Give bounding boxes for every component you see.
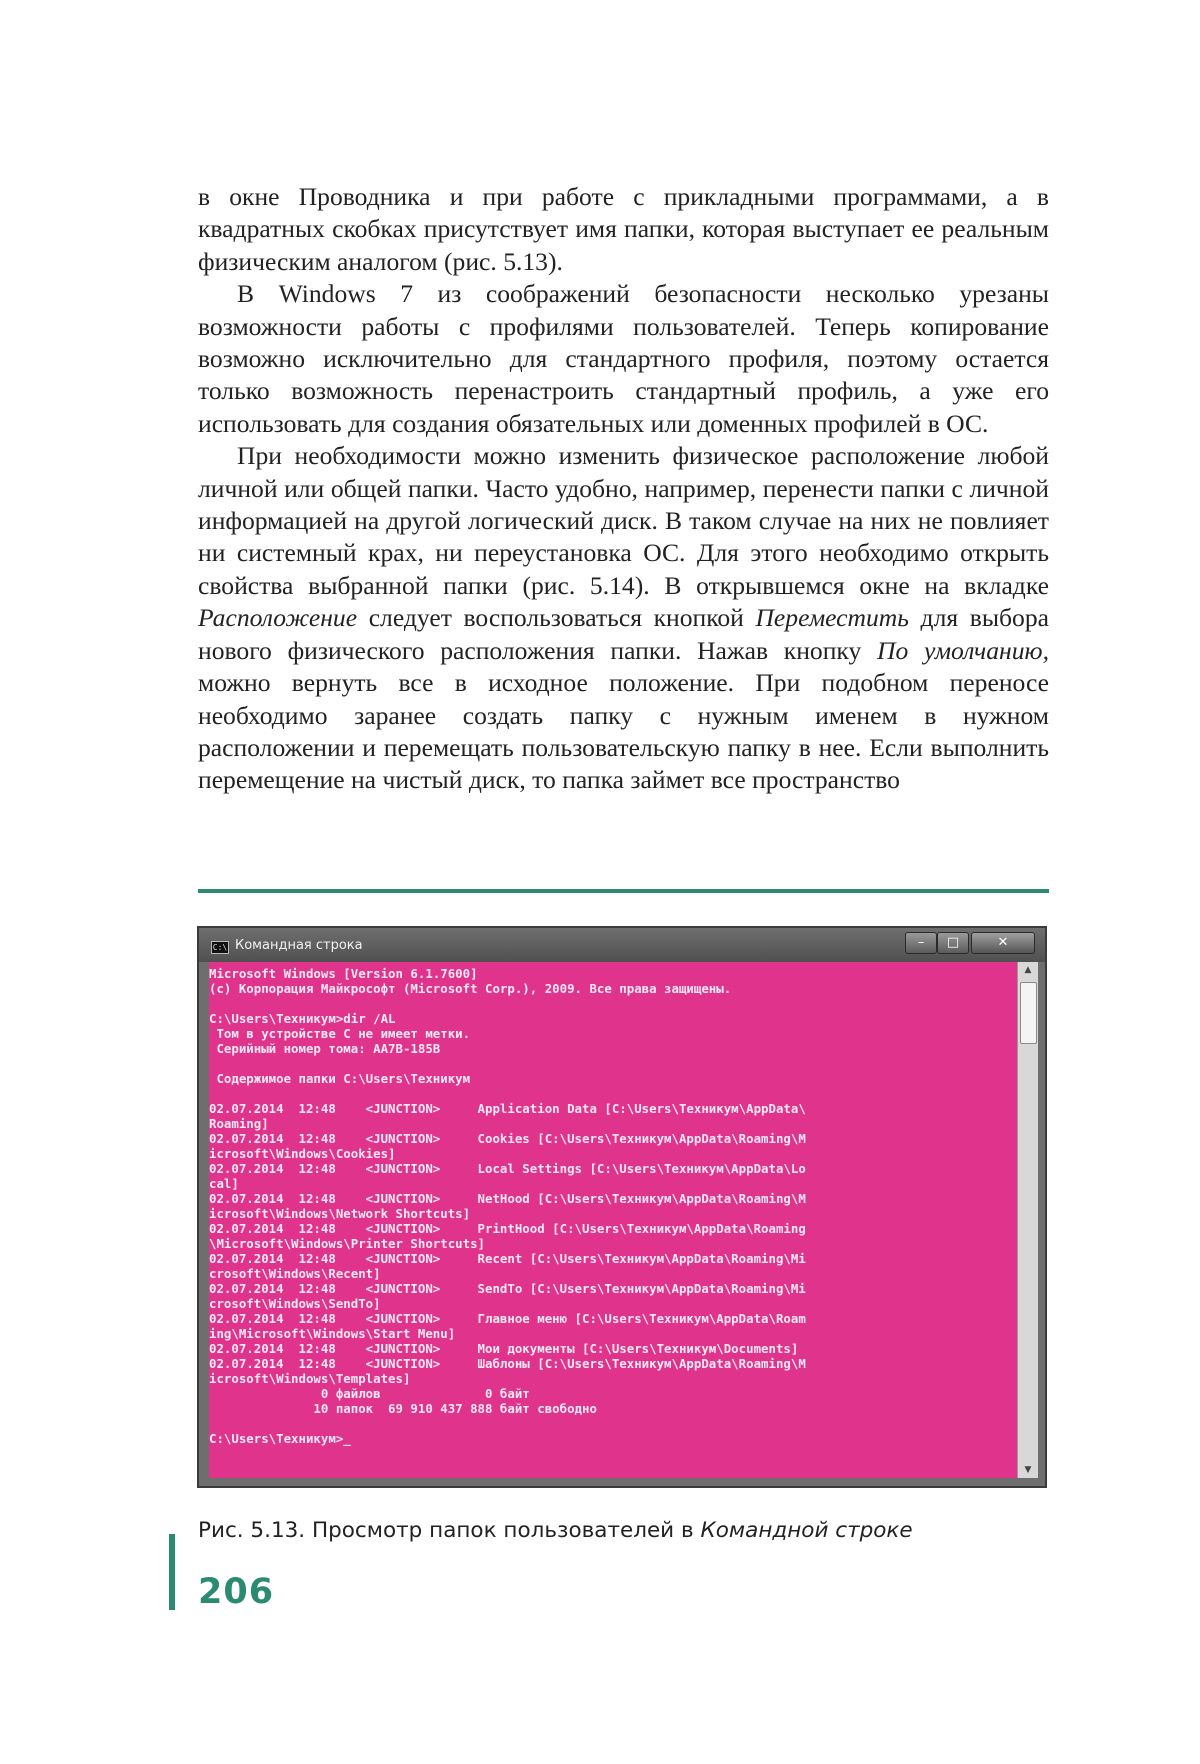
console-line: icrosoft\Windows\Cookies] — [209, 1146, 396, 1161]
window-titlebar[interactable] — [199, 928, 1045, 962]
paragraph-2: В Windows 7 из соображений безопасности несколько урезаны возможности работы с профилями пользователей. Теперь копирование возможно исключительно для стандартного профиля, поэтому остается только возможность перенастроить стандартный профиль, а уже его использовать для создания обязательных или доменных профилей в ОС. — [198, 279, 1049, 438]
console-line — [209, 1056, 1017, 1071]
console-line: Том в устройстве C не имеет метки. — [209, 1026, 471, 1041]
console-line: C:\Users\Техникум>_ — [209, 1431, 351, 1446]
page-number: 206 — [198, 1572, 275, 1612]
console-line: crosoft\Windows\SendTo] — [209, 1296, 381, 1311]
scroll-up-arrow-icon[interactable]: ▲ — [1024, 965, 1032, 975]
console-line: Microsoft Windows [Version 6.1.7600] — [209, 966, 478, 981]
console-line: 02.07.2014 12:48 <JUNCTION> Главное меню [C:\Users\Техникум\AppData\Roam — [209, 1311, 806, 1326]
minimize-button[interactable]: – — [905, 932, 937, 954]
console-line: (c) Корпорация Майкрософт (Microsoft Corp.), 2009. Все права защищены. — [209, 981, 732, 996]
console-line: Содержимое папки C:\Users\Техникум — [209, 1071, 471, 1086]
body-text — [198, 181, 1049, 797]
close-button[interactable]: ✕ — [971, 932, 1035, 954]
console-line: icrosoft\Windows\Templates] — [209, 1371, 411, 1386]
console-line: 02.07.2014 12:48 <JUNCTION> Application Data [C:\Users\Техникум\AppData\ — [209, 1101, 806, 1116]
vertical-scrollbar[interactable] — [1017, 962, 1038, 1478]
console-line — [209, 1086, 1017, 1101]
paragraph-3-text-a: При необходимости можно изменить физическое расположение любой личной или общей папки. Часто удобно, например, перенести папки с личной информацией на другой логический диск. В таком случае на них не повлияет ни системный крах, ни переустановка ОС. Для этого необходимо открыть свойства выбранной папки (рис. 5.14). В открывшемся окне на вкладке — [198, 441, 1049, 600]
figure-caption — [198, 1518, 913, 1543]
console-line — [209, 1416, 1017, 1431]
console-line: 02.07.2014 12:48 <JUNCTION> SendTo [C:\Users\Техникум\AppData\Roaming\Mi — [209, 1281, 806, 1296]
console-line: cal] — [209, 1176, 239, 1191]
term-move-button: Переместить — [755, 603, 909, 633]
console-line: Серийный номер тома: AA7B-185B — [209, 1041, 441, 1056]
console-line: 02.07.2014 12:48 <JUNCTION> Recent [C:\Users\Техникум\AppData\Roaming\Mi — [209, 1251, 806, 1266]
term-default-button: По умолчанию, — [877, 635, 1049, 665]
console-line: 02.07.2014 12:48 <JUNCTION> PrintHood [C:\Users\Техникум\AppData\Roaming — [209, 1221, 806, 1236]
console-line — [209, 996, 1017, 1011]
console-line: 0 файлов 0 байт — [209, 1386, 530, 1401]
console-line: 10 папок 69 910 437 888 байт свободно — [209, 1401, 597, 1416]
console-line: ing\Microsoft\Windows\Start Menu] — [209, 1326, 456, 1341]
console-lines — [209, 966, 1017, 1446]
console-line: 02.07.2014 12:48 <JUNCTION> NetHood [C:\Users\Техникум\AppData\Roaming\M — [209, 1191, 806, 1206]
console-output[interactable] — [209, 962, 1017, 1478]
maximize-button[interactable]: □ — [937, 932, 969, 954]
paragraph-3-text-d: можно вернуть все в исходное положение. При подобном переносе необходимо заранее создать папку с нужным именем в нужном расположении и перемещать пользовательскую папку в нее. Если выполнить перемещение на чистый диск, то папка займет все пространство — [198, 668, 1049, 795]
console-line: 02.07.2014 12:48 <JUNCTION> Local Settings [C:\Users\Техникум\AppData\Lo — [209, 1161, 806, 1176]
caption-prefix: Рис. 5.13. Просмотр папок пользователей в — [198, 1518, 701, 1543]
section-divider — [198, 889, 1049, 893]
command-prompt-window — [197, 926, 1047, 1488]
console-icon: C:\ — [212, 943, 228, 952]
console-line: icrosoft\Windows\Network Shortcuts] — [209, 1206, 471, 1221]
page-number-bar — [169, 1534, 175, 1610]
console-line: crosoft\Windows\Recent] — [209, 1266, 381, 1281]
console-line: \Microsoft\Windows\Printer Shortcuts] — [209, 1236, 486, 1251]
console-line: 02.07.2014 12:48 <JUNCTION> Cookies [C:\Users\Техникум\AppData\Roaming\M — [209, 1131, 806, 1146]
caption-emphasis: Командной строке — [700, 1518, 913, 1543]
paragraph-1: в окне Проводника и при работе с прикладными программами, а в квадратных скобках присутствует имя папки, которая выступает ее реальным физическим аналогом (рис. 5.13). — [198, 182, 1049, 276]
scroll-down-arrow-icon[interactable]: ▼ — [1024, 1465, 1032, 1475]
paragraph-3 — [198, 440, 1049, 796]
paragraph-3-text-c: для выбора нового физического расположения папки. Нажав кнопку — [198, 603, 1049, 665]
scroll-thumb[interactable] — [1020, 982, 1037, 1044]
console-line: Roaming] — [209, 1116, 269, 1131]
console-line: C:\Users\Техникум>dir /AL — [209, 1011, 396, 1026]
paragraph-3-text-b: следует воспользоваться кнопкой — [357, 603, 756, 633]
term-location-tab: Расположение — [198, 603, 358, 633]
window-title: Командная строка — [235, 938, 363, 953]
console-line: 02.07.2014 12:48 <JUNCTION> Мои документы [C:\Users\Техникум\Documents] — [209, 1341, 799, 1356]
console-line: 02.07.2014 12:48 <JUNCTION> Шаблоны [C:\Users\Техникум\AppData\Roaming\M — [209, 1356, 806, 1371]
